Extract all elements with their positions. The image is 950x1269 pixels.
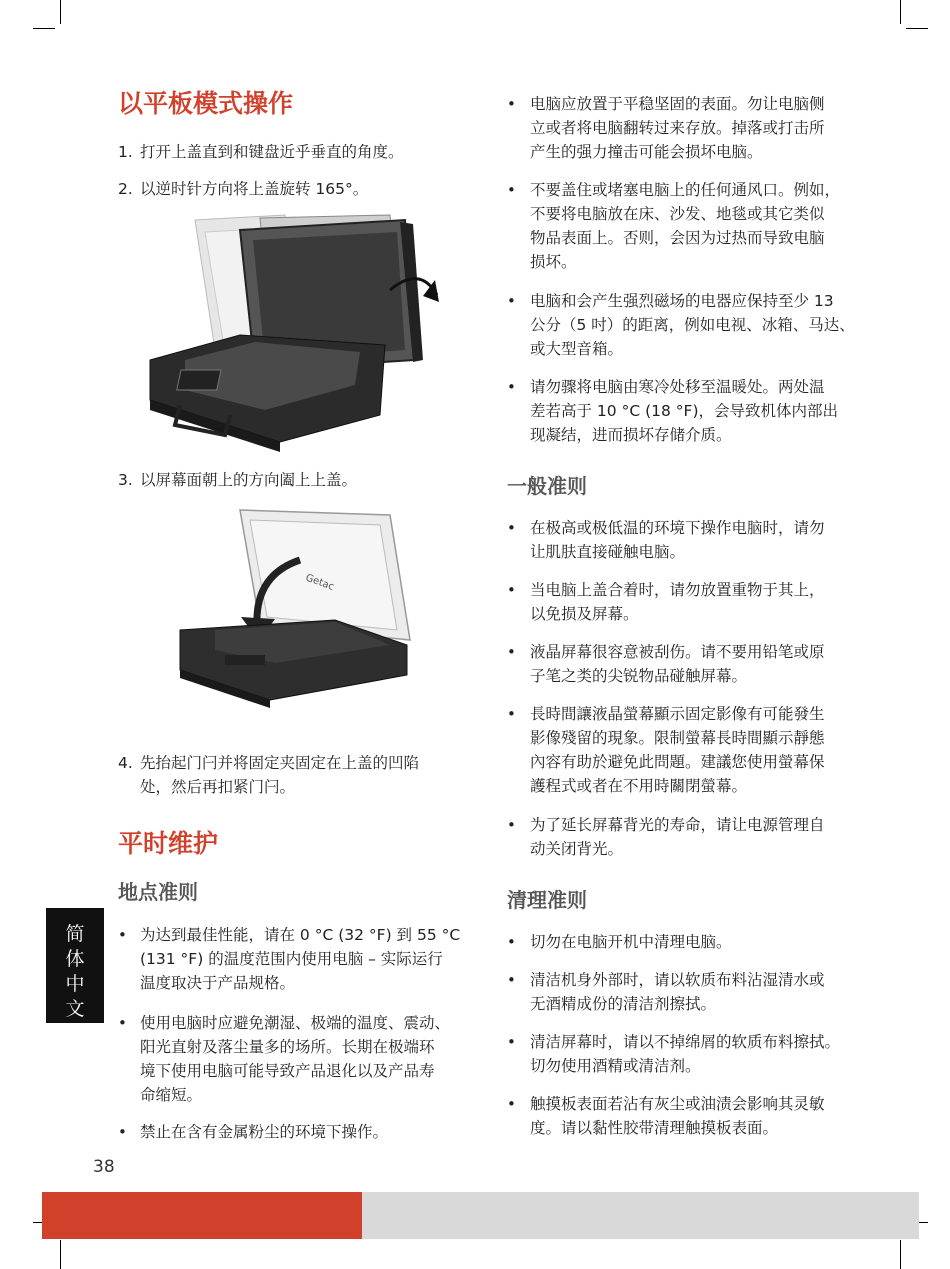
crop-mark	[60, 0, 61, 24]
bullet-text: (131 °F) 的温度范围内使用电脑 – 实际运行	[140, 950, 443, 968]
bullet-item	[507, 92, 877, 164]
crop-mark	[900, 0, 901, 24]
step-text: 先抬起门闩并将固定夹固定在上盖的凹陷	[140, 754, 420, 772]
bullet-icon: •	[507, 971, 516, 989]
bullet-icon: •	[118, 1123, 127, 1141]
bullet-icon: •	[507, 519, 516, 537]
bullet-text: 电脑应放置于平稳坚固的表面。勿让电脑侧	[530, 95, 825, 113]
bullet-item	[507, 968, 877, 1016]
bullet-text: 让肌肤直接碰触电脑。	[530, 543, 686, 561]
step-number: 1.	[118, 143, 133, 161]
bullet-text: 温度取决于产品规格。	[140, 974, 296, 992]
bullet-item	[507, 702, 877, 798]
crop-mark	[33, 28, 55, 29]
bullet-text: 液晶屏幕很容意被刮伤。请不要用铅笔或原	[530, 643, 825, 661]
laptop-close-illustration	[175, 505, 415, 710]
bullet-item	[507, 578, 877, 626]
side-tab-char: 体	[65, 948, 85, 970]
bullet-text: 现凝结，进而损坏存储介质。	[530, 426, 732, 444]
step-4	[118, 751, 478, 799]
step-number: 3.	[118, 471, 133, 489]
page-number: 38	[93, 1157, 115, 1177]
bullet-text: 损坏。	[530, 253, 577, 271]
bullet-text: 差若高于 10 °C (18 °F)，会导致机体内部出	[530, 402, 838, 420]
bullet-text: 內容有助於避免此問題。建議您使用螢幕保	[530, 753, 825, 771]
crop-mark	[60, 1240, 61, 1269]
bullet-item	[118, 1120, 488, 1144]
side-tab-char: 中	[65, 973, 85, 995]
bullet-text: 切勿使用酒精或清洁剂。	[530, 1057, 701, 1075]
step-text: 以逆时针方向将上盖旋转 165°。	[140, 180, 369, 198]
bullet-text: 清洁机身外部时，请以软质布料沾湿清水或	[530, 971, 825, 989]
bullet-text: 不要盖住或堵塞电脑上的任何通风口。例如，	[530, 181, 841, 199]
bullet-text: 使用电脑时应避免潮湿、极端的温度、震动、	[140, 1014, 451, 1032]
bullet-item	[507, 930, 877, 954]
bullet-text: 产生的强力撞击可能会损坏电脑。	[530, 143, 763, 161]
side-tab-char: 简	[65, 923, 85, 945]
bullet-text: 或大型音箱。	[530, 340, 624, 358]
subsection-title-location: 地点准则	[118, 880, 198, 904]
step-text: 打开上盖直到和键盘近乎垂直的角度。	[140, 143, 404, 161]
bullet-item	[118, 1011, 488, 1107]
footer-bar-gray	[362, 1192, 919, 1239]
bullet-text: 阳光直射及落尘量多的场所。长期在极端环	[140, 1038, 435, 1056]
bullet-text: 護程式或者在不用時關閉螢幕。	[530, 777, 748, 795]
bullet-icon: •	[507, 705, 516, 723]
bullet-text: 切勿在电脑开机中清理电脑。	[530, 933, 732, 951]
bullet-item	[507, 1030, 877, 1078]
bullet-icon: •	[507, 581, 516, 599]
subsection-title-cleaning: 清理准则	[507, 888, 587, 912]
bullet-text: 无酒精成份的清洁剂擦拭。	[530, 995, 717, 1013]
bullet-icon: •	[507, 95, 516, 113]
bullet-text: 为达到最佳性能，请在 0 °C (32 °F) 到 55 °C	[140, 926, 461, 944]
bullet-icon: •	[507, 643, 516, 661]
bullet-text: 为了延长屏幕背光的寿命，请让电源管理自	[530, 816, 825, 834]
bullet-icon: •	[507, 933, 516, 951]
bullet-icon: •	[507, 378, 516, 396]
bullet-item	[507, 516, 877, 564]
step-3	[118, 468, 478, 492]
section-title-tablet-mode: 以平板模式操作	[118, 89, 294, 118]
bullet-text: 在极高或极低温的环境下操作电脑时，请勿	[530, 519, 825, 537]
bullet-icon: •	[507, 1095, 516, 1113]
crop-mark	[900, 1240, 901, 1269]
bullet-text: 長時間讓液晶螢幕顯示固定影像有可能發生	[530, 705, 825, 723]
bullet-text: 以免损及屏幕。	[530, 605, 639, 623]
bullet-text: 子笔之类的尖锐物品碰触屏幕。	[530, 667, 748, 685]
step-2	[118, 177, 478, 201]
bullet-item	[118, 923, 488, 995]
step-1	[118, 140, 478, 164]
brand-logo: Getac	[303, 572, 336, 593]
bullet-text: 公分（5 吋）的距离，例如电视、冰箱、马达、	[530, 316, 855, 334]
bullet-text: 动关闭背光。	[530, 840, 624, 858]
bullet-text: 清洁屏幕时，请以不掉绵屑的软质布料擦拭。	[530, 1033, 841, 1051]
crop-mark	[906, 28, 928, 29]
bullet-text: 触摸板表面若沾有灰尘或油渍会影响其灵敏	[530, 1095, 825, 1113]
bullet-icon: •	[507, 1033, 516, 1051]
bullet-item	[507, 375, 877, 447]
bullet-text: 物品表面上。否则，会因为过热而导致电脑	[530, 229, 825, 247]
bullet-item	[507, 813, 877, 861]
bullet-text: 命缩短。	[140, 1086, 203, 1104]
side-tab-char: 文	[65, 998, 85, 1020]
bullet-text: 不要将电脑放在床、沙发、地毯或其它类似	[530, 205, 825, 223]
bullet-icon: •	[507, 181, 516, 199]
step-text: 以屏幕面朝上的方向阖上上盖。	[140, 471, 358, 489]
bullet-text: 禁止在含有金属粉尘的环境下操作。	[140, 1123, 389, 1141]
laptop-rotate-illustration	[145, 210, 445, 460]
bullet-text: 度。请以黏性胶带清理触摸板表面。	[530, 1119, 779, 1137]
bullet-icon: •	[507, 292, 516, 310]
bullet-text: 请勿骤将电脑由寒冷处移至温暖处。两处温	[530, 378, 825, 396]
bullet-item	[507, 178, 877, 274]
bullet-text: 影像殘留的現象。限制螢幕長時間顯示靜態	[530, 729, 825, 747]
step-text: 处，然后再扣紧门闩。	[140, 778, 296, 796]
bullet-text: 当电脑上盖合着时，请勿放置重物于其上，	[530, 581, 825, 599]
bullet-item	[507, 640, 877, 688]
subsection-title-general: 一般准则	[507, 474, 587, 498]
bullet-icon: •	[118, 1014, 127, 1032]
bullet-text: 境下使用电脑可能导致产品退化以及产品寿	[140, 1062, 435, 1080]
bullet-text: 立或者将电脑翻转过来存放。掉落或打击所	[530, 119, 825, 137]
step-number: 4.	[118, 754, 133, 772]
language-side-tab	[46, 908, 104, 1023]
bullet-icon: •	[118, 926, 127, 944]
bullet-item	[507, 1092, 877, 1140]
bullet-icon: •	[507, 816, 516, 834]
bullet-item	[507, 289, 877, 361]
section-title-maintenance: 平时维护	[118, 829, 219, 858]
step-number: 2.	[118, 180, 133, 198]
footer-bar-accent	[42, 1192, 362, 1239]
bullet-text: 电脑和会产生强烈磁场的电器应保持至少 13	[530, 292, 834, 310]
